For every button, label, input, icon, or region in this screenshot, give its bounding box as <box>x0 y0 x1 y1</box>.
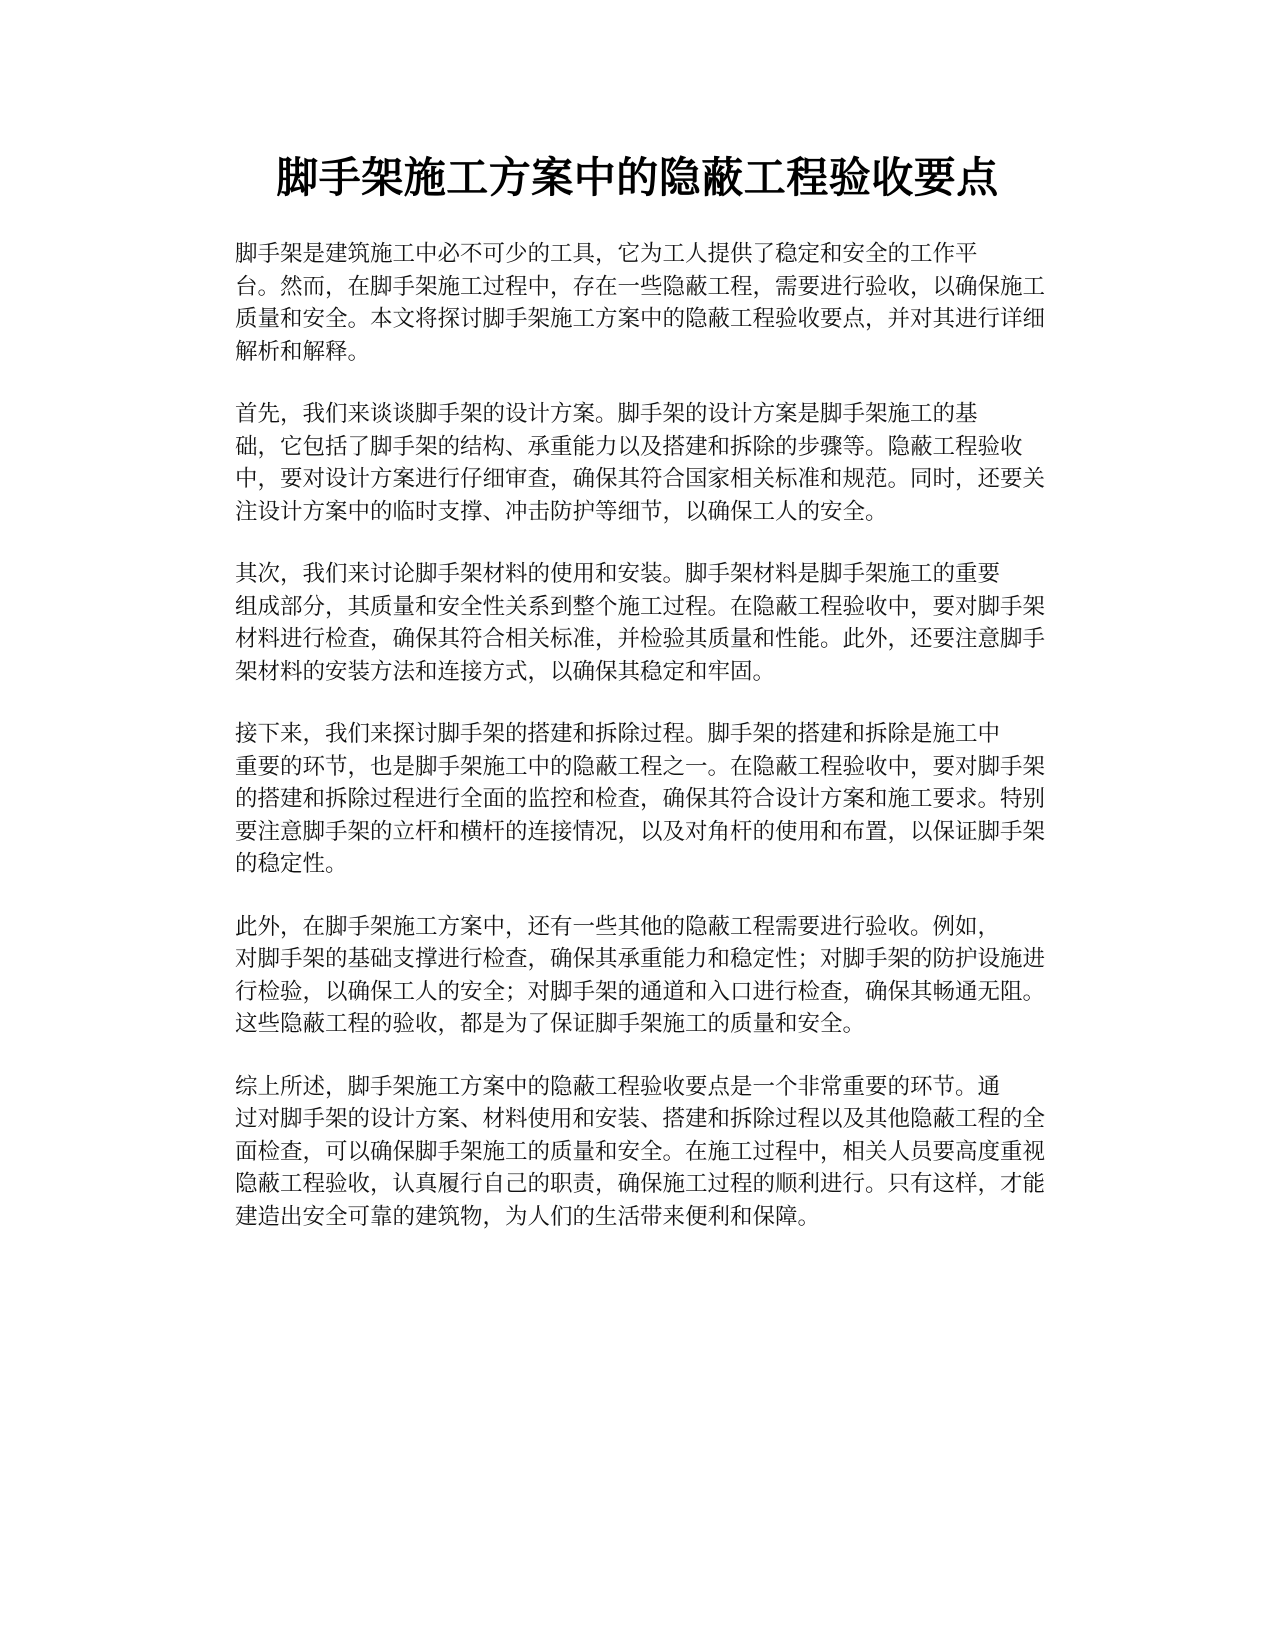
paragraph-line: 注设计方案中的临时支撑、冲击防护等细节，以确保工人的安全。 <box>235 498 888 525</box>
paragraph-line: 重要的环节，也是脚手架施工中的隐蔽工程之一。在隐蔽工程验收中，要对脚手架 <box>235 753 1046 780</box>
paragraph-line: 这些隐蔽工程的验收，都是为了保证脚手架施工的质量和安全。 <box>235 1011 866 1037</box>
paragraph-line: 要注意脚手架的立杆和横杆的连接情况，以及对角杆的使用和布置，以保证脚手架 <box>235 818 1046 845</box>
paragraph-line: 其次，我们来讨论脚手架材料的使用和安装。脚手架材料是脚手架施工的重要 <box>235 561 1001 587</box>
paragraph-4 <box>190 718 1085 881</box>
paragraph-2 <box>190 398 1085 528</box>
paragraph-line: 建造出安全可靠的建筑物，为人们的生活带来便利和保障。 <box>235 1203 821 1230</box>
paragraph-1 <box>190 238 1085 368</box>
paragraph-line: 对脚手架的基础支撑进行检查，确保其承重能力和稳定性；对脚手架的防护设施进 <box>235 946 1046 972</box>
paragraph-line: 中，要对设计方案进行仔细审查，确保其符合国家相关标准和规范。同时，还要关 <box>235 466 1046 492</box>
paragraph-5 <box>190 911 1085 1041</box>
paragraph-line: 接下来，我们来探讨脚手架的搭建和拆除过程。脚手架的搭建和拆除是施工中 <box>235 721 1001 747</box>
paragraph-line: 架材料的安装方法和连接方式，以确保其稳定和牢固。 <box>235 658 776 685</box>
document-body <box>190 238 1085 1263</box>
paragraph-line: 此外，在脚手架施工方案中，还有一些其他的隐蔽工程需要进行验收。例如， <box>235 913 1001 940</box>
paragraph-line: 面检查，可以确保脚手架施工的质量和安全。在施工过程中，相关人员要高度重视 <box>235 1138 1046 1165</box>
paragraph-3 <box>190 558 1085 688</box>
paragraph-line: 的稳定性。 <box>235 851 348 877</box>
document-title: 脚手架施工方案中的隐蔽工程验收要点 <box>276 153 999 202</box>
paragraph-6 <box>190 1071 1085 1234</box>
paragraph-line: 行检验，以确保工人的安全；对脚手架的通道和入口进行检查，确保其畅通无阻。 <box>235 978 1046 1005</box>
paragraph-line: 础，它包括了脚手架的结构、承重能力以及搭建和拆除的步骤等。隐蔽工程验收 <box>235 433 1023 460</box>
paragraph-line: 台。然而，在脚手架施工过程中，存在一些隐蔽工程，需要进行验收，以确保施工 <box>235 273 1046 300</box>
paragraph-line: 质量和安全。本文将探讨脚手架施工方案中的隐蔽工程验收要点，并对其进行详细 <box>235 306 1046 332</box>
paragraph-line: 综上所述，脚手架施工方案中的隐蔽工程验收要点是一个非常重要的环节。通 <box>235 1073 1001 1100</box>
paragraph-line: 的搭建和拆除过程进行全面的监控和检查，确保其符合设计方案和施工要求。特别 <box>235 786 1046 812</box>
paragraph-line: 首先，我们来谈谈脚手架的设计方案。脚手架的设计方案是脚手架施工的基 <box>235 401 978 427</box>
paragraph-line: 隐蔽工程验收，认真履行自己的职责，确保施工过程的顺利进行。只有这样，才能 <box>235 1171 1046 1197</box>
paragraph-line: 组成部分，其质量和安全性关系到整个施工过程。在隐蔽工程验收中，要对脚手架 <box>235 593 1046 620</box>
paragraph-line: 过对脚手架的设计方案、材料使用和安装、搭建和拆除过程以及其他隐蔽工程的全 <box>235 1106 1046 1132</box>
paragraph-line: 解析和解释。 <box>235 338 371 365</box>
paragraph-line: 脚手架是建筑施工中必不可少的工具，它为工人提供了稳定和安全的工作平 <box>235 241 978 267</box>
paragraph-line: 材料进行检查，确保其符合相关标准，并检验其质量和性能。此外，还要注意脚手 <box>235 626 1046 652</box>
